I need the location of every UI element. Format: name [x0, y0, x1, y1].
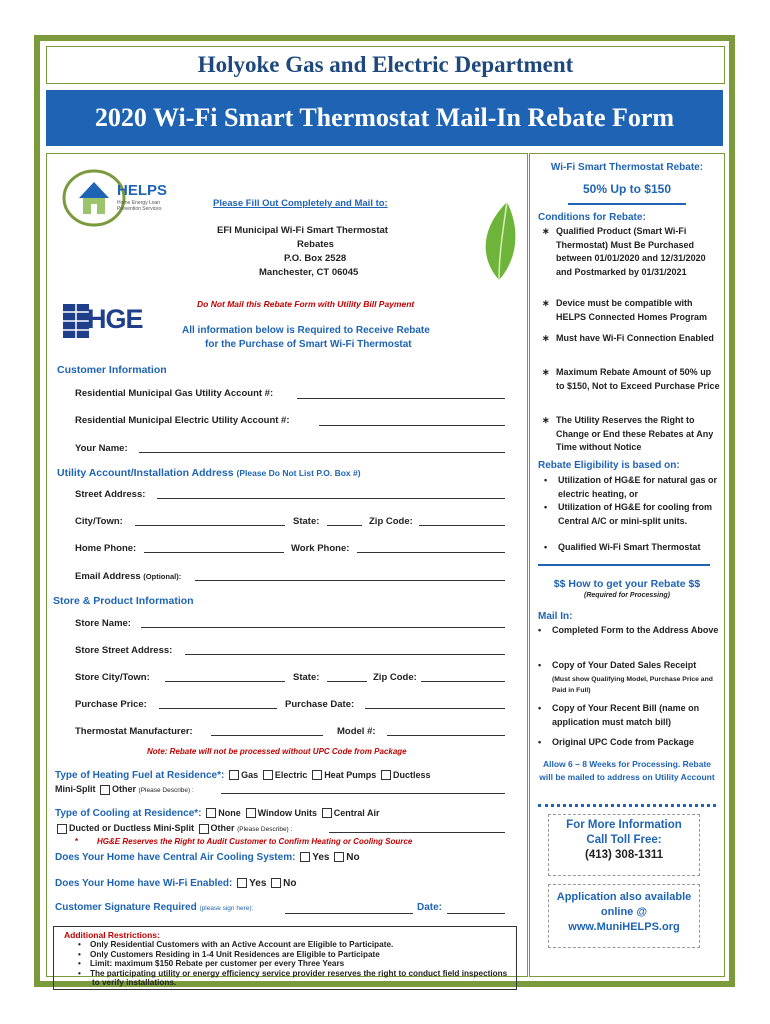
mail-item: • Copy of Your Recent Bill (name on application must match bill): [538, 703, 700, 727]
rebate-amount: 50% Up to $150: [582, 182, 672, 196]
cooling-row2: [55, 823, 292, 834]
condition-item-text: Maximum Rebate Amount of 50% up to $150, Not to Exceed Purchase Price: [556, 367, 720, 391]
cooling-none-checkbox[interactable]: [206, 808, 216, 818]
mail-item: • Original UPC Code from Package: [538, 737, 695, 747]
mail-line2: Rebates: [297, 239, 334, 250]
helps-tagline: Home Energy Loan Prevention Services: [117, 200, 162, 212]
restriction-item: • Only Residential Customers with an Active Account are Eligible to Participate.: [78, 940, 394, 949]
required-line2: for the Purchase of Smart Wi-Fi Thermostat: [205, 339, 412, 350]
restriction-item-text: Only Customers Residing in 1-4 Unit Residences are Eligible to Participate: [89, 949, 380, 959]
hge-wordmark: HGE: [87, 304, 143, 334]
restriction-item: • The participating utility or energy efficiency service provider reserves the right to conduct field inspections to verify installations.: [78, 968, 508, 987]
cooling-window-checkbox[interactable]: [246, 808, 256, 818]
condition-item: ∗ Maximum Rebate Amount of 50% up to $150, Not to Exceed Purchase Price: [542, 367, 720, 391]
mail-line4: Manchester, CT 06045: [259, 267, 359, 278]
cooling-other-checkbox[interactable]: [199, 824, 209, 834]
wifi-row: [55, 878, 297, 889]
heating-row: [55, 770, 431, 781]
info-line1: For More Information: [566, 819, 682, 831]
hge-logo: [63, 302, 153, 344]
central-ac-no-label: No: [346, 852, 360, 863]
mail-in-heading: Mail In:: [538, 611, 573, 622]
sidebar: [529, 153, 725, 977]
helps-logo: [59, 160, 179, 230]
store-name-label: Store Name:: [75, 618, 131, 629]
manufacturer-field[interactable]: [211, 735, 323, 736]
eligibility-item: • Qualified Wi-Fi Smart Thermostat: [544, 542, 701, 552]
receipt-note: (Must show Qualifying Model, Purchase Price and Paid in Full): [552, 676, 713, 694]
required-line1: All information below is Required to Receive Rebate: [182, 325, 430, 336]
condition-item: ∗ Device must be compatible with HELPS Connected Homes Program: [542, 298, 708, 322]
heating-heatpumps-label: Heat Pumps: [324, 770, 377, 780]
eligibility-heading: Rebate Eligibility is based on:: [538, 460, 680, 471]
central-ac-yes-label: Yes: [312, 852, 330, 863]
wifi-no-label: No: [283, 878, 297, 889]
eligibility-item-text: Utilization of HG&E for cooling from Central A/C or mini-split units.: [558, 502, 712, 526]
cooling-central-label: Central Air: [333, 808, 380, 818]
info-box: [548, 814, 700, 876]
main-column: [46, 153, 528, 987]
email-field[interactable]: [195, 580, 505, 581]
heating-gas-checkbox[interactable]: [229, 770, 239, 780]
heating-other-note: (Please Describe) :: [138, 787, 194, 794]
info-divider: [538, 804, 716, 807]
signature-label: Customer Signature Required: [55, 902, 197, 913]
work-phone-field[interactable]: [357, 552, 505, 553]
mail-item: • Completed Form to the Address Above: [538, 625, 719, 635]
electric-account-field[interactable]: [319, 425, 505, 426]
cooling-row: [55, 808, 379, 819]
signature-row: [55, 902, 253, 913]
store-heading: Store & Product Information: [53, 595, 194, 607]
cooling-none-label: None: [218, 808, 241, 818]
info-line2: Call Toll Free:: [586, 834, 662, 846]
phone-number[interactable]: (413) 308-1311: [584, 849, 663, 861]
mail-item: • Copy of Your Dated Sales Receipt: [538, 660, 697, 670]
signature-note: (please sign here):: [199, 905, 254, 912]
date-field[interactable]: [365, 708, 505, 709]
home-phone-label: Home Phone:: [75, 543, 137, 554]
form-title: 2020 Wi-Fi Smart Thermostat Mail-In Rebate Form: [46, 90, 723, 146]
grid-icon: [63, 304, 89, 338]
price-field[interactable]: [159, 708, 277, 709]
heating-other-label: Other: [112, 784, 137, 794]
address-heading-note: (Please Do Not List P.O. Box #): [236, 468, 361, 478]
mail-heading: Please Fill Out Completely and Mail to:: [213, 198, 388, 209]
audit-star: *: [75, 837, 79, 846]
rebate-divider: [568, 203, 686, 205]
central-ac-row: [55, 852, 360, 863]
cooling-label: Type of Cooling at Residence*:: [55, 808, 202, 819]
wifi-no-checkbox[interactable]: [271, 878, 281, 888]
customer-heading: Customer Information: [57, 364, 167, 376]
helps-wordmark: HELPS: [117, 182, 168, 199]
restrictions-list: [78, 940, 508, 988]
store-state-label: State:: [293, 672, 320, 683]
how-heading: $$ How to get your Rebate $$: [553, 578, 701, 590]
cooling-other-field[interactable]: [329, 832, 505, 833]
wifi-label: Does Your Home have Wi-Fi Enabled:: [55, 878, 233, 889]
online-box: [548, 884, 700, 948]
manufacturer-label: Thermostat Manufacturer:: [75, 726, 193, 737]
heating-minisplit-label: Mini-Split: [55, 784, 96, 794]
cooling-ducted-label: Ducted or Ductless Mini-Split: [69, 823, 195, 833]
store-city-field[interactable]: [165, 681, 285, 682]
central-ac-label: Does Your Home have Central Air Cooling System:: [55, 852, 296, 863]
condition-item: ∗ Qualified Product (Smart Wi-Fi Thermostat) Must Be Purchased between 01/01/2020 and 12/31/2020 and Postmarked by 01/31/2021: [542, 226, 706, 277]
city-label: City/Town:: [75, 516, 123, 527]
state-field[interactable]: [327, 525, 362, 526]
gas-account-field[interactable]: [297, 398, 505, 399]
restriction-item-text: Only Residential Customers with an Active Account are Eligible to Participate.: [89, 940, 394, 949]
leaf-icon: [477, 200, 521, 282]
store-street-label: Store Street Address:: [75, 645, 173, 656]
condition-item-text: Device must be compatible with HELPS Connected Homes Program: [556, 298, 708, 322]
rebate-title: Wi-Fi Smart Thermostat Rebate:: [550, 162, 704, 173]
page-border: [34, 35, 735, 987]
store-name-field[interactable]: [141, 627, 505, 628]
wifi-yes-checkbox[interactable]: [237, 878, 247, 888]
mail-item-text: Original UPC Code from Package: [552, 737, 695, 747]
central-ac-no-checkbox[interactable]: [334, 852, 344, 862]
address-heading-text: Utility Account/Installation Address: [57, 467, 234, 479]
heating-row2: [55, 784, 194, 795]
heating-gas-label: Gas: [241, 770, 259, 780]
price-label: Purchase Price:: [75, 699, 147, 710]
cooling-other-note: (Please Describe) :: [237, 826, 293, 833]
heating-electric-label: Electric: [274, 770, 308, 780]
mail-line3: P.O. Box 2528: [284, 253, 347, 264]
street-label: Street Address:: [75, 489, 146, 500]
central-ac-yes-checkbox[interactable]: [300, 852, 310, 862]
heating-electric-checkbox[interactable]: [263, 770, 273, 780]
how-note: (Required for Processing): [584, 592, 670, 599]
mail-line1: EFI Municipal Wi-Fi Smart Thermostat: [217, 225, 388, 236]
address-heading: [57, 467, 361, 479]
condition-item-text: The Utility Reserves the Right to Change or End these Rebates at Any Time without Notice: [556, 415, 714, 452]
email-label-note: (Optional):: [143, 572, 182, 581]
model-label: Model #:: [337, 726, 376, 737]
cooling-central-checkbox[interactable]: [322, 808, 332, 818]
heating-ductless-checkbox[interactable]: [381, 770, 391, 780]
eligibility-item-text: Utilization of HG&E for natural gas or electric heating, or: [558, 475, 718, 499]
cooling-window-label: Window Units: [257, 808, 317, 818]
work-phone-label: Work Phone:: [291, 543, 350, 554]
name-field[interactable]: [139, 452, 505, 453]
mail-warning: Do Not Mail this Rebate Form with Utility Bill Payment: [197, 299, 415, 309]
condition-item-text: Qualified Product (Smart Wi-Fi Thermostat) Must Be Purchased between 01/01/2020 and 12/31/2020 and Postmarked by 01/31/2021: [556, 226, 706, 277]
model-field[interactable]: [387, 735, 505, 736]
org-title: Holyoke Gas and Electric Department: [46, 46, 725, 84]
eligibility-item: • Utilization of HG&E for cooling from Central A/C or mini-split units.: [544, 502, 712, 526]
cooling-other-label: Other: [210, 823, 235, 833]
store-zip-label: Zip Code:: [373, 672, 417, 683]
conditions-heading: Conditions for Rebate:: [538, 212, 646, 223]
eligibility-item-text: Qualified Wi-Fi Smart Thermostat: [558, 542, 701, 552]
heating-other-field[interactable]: [221, 793, 505, 794]
condition-item: ∗ The Utility Reserves the Right to Change or End these Rebates at Any Time without Notice: [542, 415, 714, 452]
store-zip-field[interactable]: [421, 681, 505, 682]
electric-account-label: Residential Municipal Electric Utility Account #:: [75, 415, 290, 426]
email-label-text: Email Address: [75, 571, 141, 582]
website-link[interactable]: www.MuniHELPS.org: [568, 921, 680, 933]
mail-item-text: Copy of Your Recent Bill (name on application must match bill): [552, 703, 700, 727]
signature-date-field[interactable]: [447, 913, 505, 914]
app-line2: online @: [600, 906, 648, 918]
restriction-item: • Limit: maximum $150 Rebate per customer per every Three Years: [78, 959, 345, 968]
home-phone-field[interactable]: [144, 552, 284, 553]
zip-field[interactable]: [419, 525, 505, 526]
store-street-field[interactable]: [185, 654, 505, 655]
heating-heatpumps-checkbox[interactable]: [312, 770, 322, 780]
date-label: Purchase Date:: [285, 699, 355, 710]
restriction-item-text: The participating utility or energy efficiency service provider reserves the right to conduct field inspections to verify installations.: [89, 968, 508, 987]
zip-label: Zip Code:: [369, 516, 413, 527]
mail-item-text: Completed Form to the Address Above: [552, 625, 719, 635]
condition-item-text: Must have Wi-Fi Connection Enabled: [556, 333, 714, 343]
eligibility-item: • Utilization of HG&E for natural gas or electric heating, or: [544, 475, 718, 499]
heating-label: Type of Heating Fuel at Residence*:: [55, 770, 225, 781]
mail-item-text: Copy of Your Dated Sales Receipt: [552, 660, 697, 670]
restrictions-heading: Additional Restrictions:: [64, 930, 160, 940]
email-label: [75, 571, 181, 582]
street-field[interactable]: [157, 498, 505, 499]
city-field[interactable]: [135, 525, 285, 526]
app-line1: Application also available: [556, 891, 692, 903]
restriction-item-text: Limit: maximum $150 Rebate per customer per every Three Years: [89, 959, 345, 968]
store-state-field[interactable]: [327, 681, 367, 682]
name-label: Your Name:: [75, 443, 128, 454]
gas-account-label: Residential Municipal Gas Utility Account #:: [75, 388, 274, 399]
wifi-yes-label: Yes: [249, 878, 267, 889]
heating-ductless-label: Ductless: [392, 770, 431, 780]
restriction-item: • Only Customers Residing in 1-4 Unit Residences are Eligible to Participate: [78, 949, 380, 959]
heating-other-checkbox[interactable]: [100, 785, 110, 795]
cooling-ducted-checkbox[interactable]: [57, 824, 67, 834]
upc-note: Note: Rebate will not be processed without UPC Code from Package: [147, 747, 407, 756]
signature-date-label: Date:: [417, 902, 443, 913]
signature-field[interactable]: [285, 913, 413, 914]
state-label: State:: [293, 516, 320, 527]
form-page: [40, 41, 729, 987]
allow-note: Allow 6 – 8 Weeks for Processing. Rebate will be mailed to address on Utility Account: [539, 759, 715, 782]
eligibility-divider: [538, 564, 710, 566]
audit-note: HG&E Reserves the Right to Audit Customer to Confirm Heating or Cooling Source: [97, 837, 413, 846]
restrictions-box: [53, 926, 517, 990]
store-city-label: Store City/Town:: [75, 672, 150, 683]
condition-item: ∗ Must have Wi-Fi Connection Enabled: [542, 333, 714, 343]
